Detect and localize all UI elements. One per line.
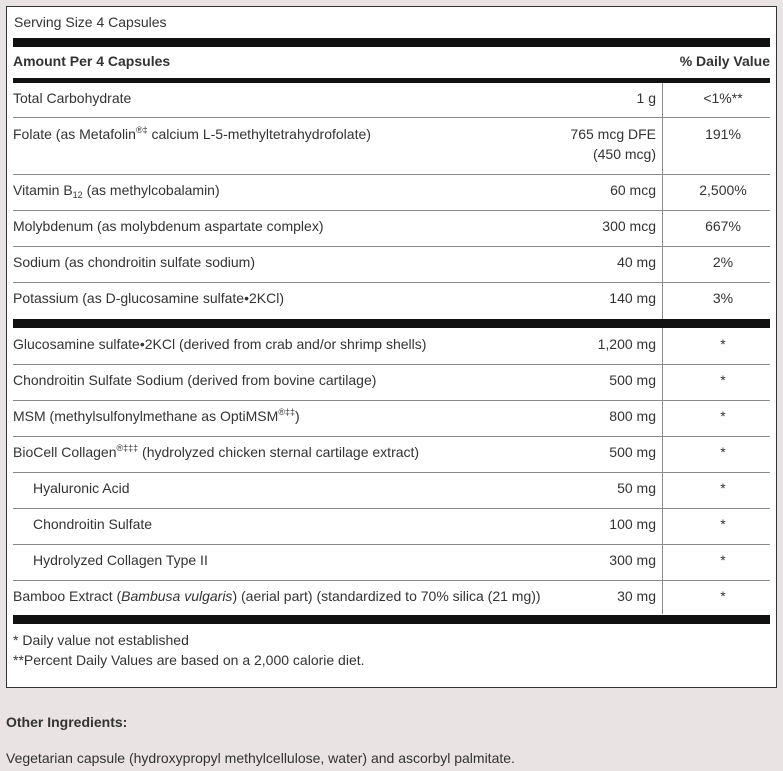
ingredient-name: MSM (methylsulfonylmethane as OptiMSM®‡‡) — [13, 407, 300, 424]
ingredient-dv: * — [720, 408, 726, 424]
ingredient-name: Hyaluronic Acid — [33, 480, 130, 496]
ingredient-name: Glucosamine sulfate•2KCl (derived from crab and/or shrimp shells) — [13, 336, 427, 352]
ingredient-amount: 300 mg — [609, 552, 656, 568]
ingredient-name: Bamboo Extract (Bambusa vulgaris) (aerial part) (standardized to 70% silica (21 mg)) — [13, 588, 541, 604]
nutrient-row — [13, 88, 770, 108]
ingredient-dv: * — [720, 552, 726, 568]
ingredient-dv: * — [720, 444, 726, 460]
ingredient-dv: * — [720, 480, 726, 496]
ingredient-name: BioCell Collagen®‡‡‡ (hydrolyzed chicken sternal cartilage extract) — [13, 443, 420, 460]
ingredient-row — [13, 442, 770, 462]
footnote-daily-value: * Daily value not established — [13, 632, 189, 648]
ingredient-dv: * — [720, 516, 726, 532]
row-divider — [13, 580, 770, 581]
nutrient-dv: 667% — [705, 218, 741, 234]
nutrient-name: Vitamin $B_{12}$ (as methylcobalamin) — [13, 182, 220, 200]
ingredient-row — [13, 586, 770, 606]
nutrient-name: Total Carbohydrate — [13, 90, 132, 106]
row-divider — [13, 400, 770, 401]
other-ingredients-heading: Other Ingredients: — [6, 714, 128, 730]
nutrient-amount: 1 g — [636, 90, 656, 106]
serving-size: Serving Size 4 Capsules — [14, 14, 167, 30]
nutrient-amount: 140 mg — [609, 290, 656, 306]
row-divider — [13, 472, 770, 473]
nutrient-dv: 191% — [705, 126, 741, 142]
nutrient-name: Sodium (as chondroitin sulfate sodium) — [13, 254, 256, 270]
nutrient-dv: 2,500% — [699, 182, 747, 198]
row-divider — [13, 246, 770, 247]
ingredient-amount: 800 mg — [609, 408, 656, 424]
row-divider — [13, 117, 770, 118]
nutrient-amount: 300 mcg — [602, 218, 656, 234]
ingredient-amount: 100 mg — [609, 516, 656, 532]
ingredient-name: Hydrolyzed Collagen Type II — [33, 552, 208, 568]
nutrient-amount: 765 mcg DFE (450 mcg) — [570, 126, 656, 162]
thick-divider — [13, 615, 770, 624]
row-divider — [13, 508, 770, 509]
ingredient-row — [13, 370, 770, 390]
nutrient-dv: <1%** — [703, 90, 743, 106]
ingredient-amount: 1,200 mg — [597, 336, 656, 352]
nutrient-row — [13, 180, 770, 200]
nutrient-amount: 60 mcg — [610, 182, 656, 198]
row-divider — [13, 210, 770, 211]
thick-divider — [13, 319, 770, 328]
ingredient-amount: 500 mg — [609, 444, 656, 460]
table-header — [13, 51, 770, 71]
ingredient-name: Chondroitin Sulfate — [33, 516, 153, 532]
column-divider — [662, 83, 663, 319]
nutrient-dv: 3% — [712, 290, 734, 306]
supplement-facts-panel — [6, 6, 777, 688]
ingredient-amount: 50 mg — [617, 480, 656, 496]
row-divider — [13, 436, 770, 437]
nutrient-name: Molybdenum (as molybdenum aspartate complex) — [13, 218, 324, 234]
ingredient-row — [13, 478, 770, 498]
nutrient-name: Folate (as Metafolin®‡ calcium L-5-methyltetrahydrofolate) — [13, 125, 371, 142]
ingredient-dv: * — [720, 588, 726, 604]
nutrient-name: Potassium (as D-glucosamine sulfate•2KCl) — [13, 290, 285, 306]
row-divider — [13, 282, 770, 283]
nutrient-row — [13, 124, 770, 164]
ingredient-name: Chondroitin Sulfate Sodium (derived from bovine cartilage) — [13, 372, 377, 388]
ingredient-amount: 500 mg — [609, 372, 656, 388]
nutrient-row — [13, 288, 770, 308]
medium-divider — [13, 78, 770, 83]
ingredient-dv: * — [720, 336, 726, 352]
nutrient-row — [13, 252, 770, 272]
other-ingredients-text: Vegetarian capsule (hydroxypropyl methylcellulose, water) and ascorbyl palmitate. — [6, 750, 515, 766]
thick-divider — [13, 38, 770, 47]
ingredient-amount: 30 mg — [617, 588, 656, 604]
row-divider — [13, 364, 770, 365]
nutrient-amount: 40 mg — [617, 254, 656, 270]
nutrient-dv: 2% — [712, 254, 734, 270]
ingredient-row — [13, 514, 770, 534]
row-divider — [13, 544, 770, 545]
daily-value-header: % Daily Value — [679, 53, 770, 69]
row-divider — [13, 174, 770, 175]
ingredient-row — [13, 406, 770, 426]
footnote-percent: **Percent Daily Values are based on a 2,000 calorie diet. — [13, 652, 365, 668]
ingredient-row — [13, 334, 770, 354]
ingredient-row — [13, 550, 770, 570]
ingredient-dv: * — [720, 372, 726, 388]
nutrient-row — [13, 216, 770, 236]
amount-per-header: Amount Per 4 Capsules — [13, 53, 171, 69]
